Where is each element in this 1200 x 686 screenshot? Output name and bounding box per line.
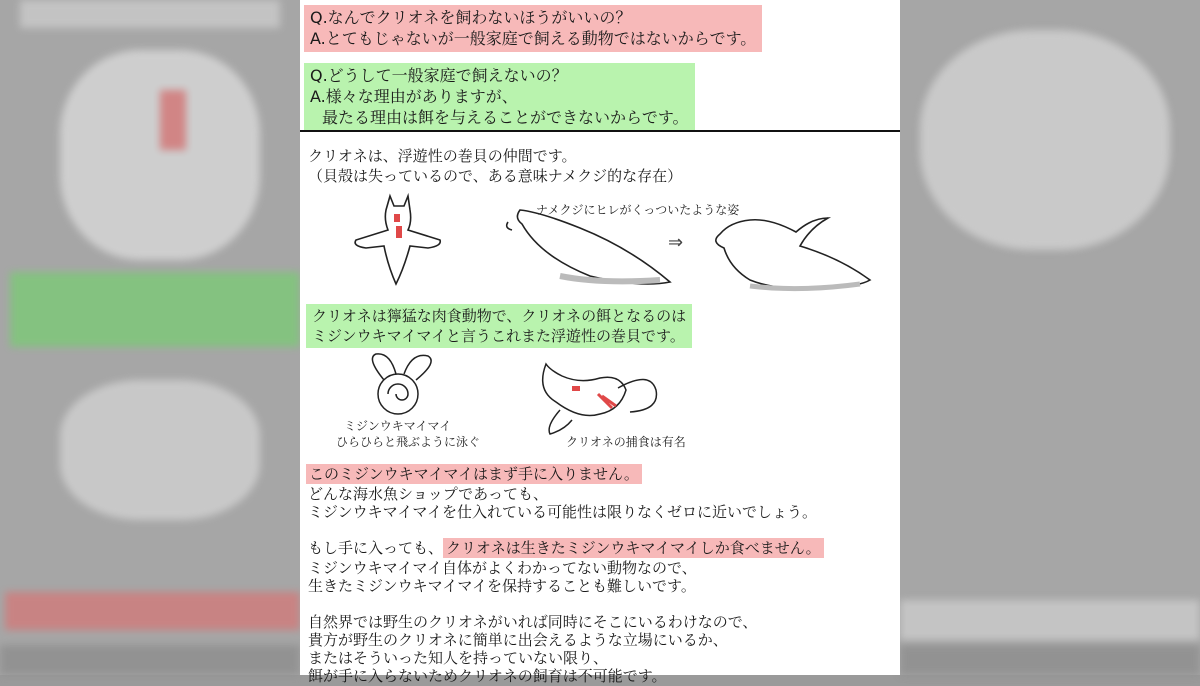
predator-highlight [306, 304, 692, 348]
arrow-icon: ⇒ [668, 232, 684, 253]
slug-sketch [507, 210, 670, 284]
intro-line-2: （貝殻は失っているので、ある意味ナメクジ的な存在） [308, 167, 683, 185]
section-divider [300, 130, 900, 132]
slug-caption: ナメクジにヒレがくっついたような姿 [536, 203, 740, 217]
question-2: Q.どうして一般家庭で飼えないの？ [310, 66, 568, 85]
predator-block [306, 304, 692, 348]
question-1: Q.なんでクリオネを飼わないほうがいいの？ [310, 8, 632, 27]
body-line-4: ミジンウキマイマイ自体がよくわかってない動物なので、 [308, 559, 697, 577]
body-line-5: 生きたミジンウキマイマイを保持することも難しいです。 [308, 577, 696, 595]
body-line-8: またはそういった知人を持っていない限り、 [308, 649, 609, 667]
predation-red-mark [598, 394, 616, 408]
body-line-9: 餌が手に入らないためクリオネの飼育は不可能です。 [308, 667, 667, 685]
intro-line-1: クリオネは、浮遊性の巻貝の仲間です。 [308, 147, 577, 165]
answer-2-line1: A.様々な理由がありますが、 [310, 87, 518, 107]
predator-line-1: クリオネは獰猛な肉食動物で、クリオネの餌となるのは [312, 307, 687, 325]
snail-sublabel: ひらひらと飛ぶように泳ぐ [336, 435, 481, 449]
predator-line-2: ミジンウキマイマイと言うこれまた浮遊性の巻貝です。 [312, 327, 685, 345]
qa-highlight-green [304, 63, 695, 131]
blurred-background-left [0, 0, 300, 675]
predation-sketch [543, 364, 657, 434]
snail-label: ミジンウキマイマイ [344, 419, 452, 433]
clione-red-organ [394, 214, 400, 222]
answer-2-line2: 最たる理由は餌を与えることができないからです。 [322, 108, 689, 128]
body-highlight-1-wrap [306, 464, 642, 484]
predation-label: クリオネの捕食は有名 [566, 435, 686, 449]
body-line-1: どんな海水魚ショップであっても、 [308, 485, 549, 503]
snail-sketch [372, 354, 431, 414]
body-line-3-prefix: もし手に入っても、 [308, 539, 444, 557]
body-line-6: 自然界では野生のクリオネがいれば同時にそこにいるわけなので、 [308, 613, 758, 631]
qa-block-1 [304, 5, 762, 52]
blurred-background-right [900, 0, 1200, 675]
qa-block-2 [304, 63, 695, 131]
body-line-2: ミジンウキマイマイを仕入れている可能性は限りなくゼロに近いでしょう。 [308, 503, 818, 521]
body-line-3 [308, 538, 824, 558]
qa-highlight-pink [304, 5, 762, 52]
article-page [300, 0, 900, 685]
body-highlight-1: このミジンウキマイマイはまず手に入りません。 [306, 464, 642, 484]
body-line-7: 貴方が野生のクリオネに簡単に出会えるような立場にいるか、 [308, 631, 728, 649]
answer-1: A.とてもじゃないが一般家庭で飼える動物ではないからです。 [310, 29, 757, 49]
clione-sketches [300, 188, 900, 303]
body-highlight-2: クリオネは生きたミジンウキマイマイしか食べません。 [443, 538, 824, 558]
clione-side-sketch [716, 218, 870, 289]
clione-front-sketch [355, 196, 440, 284]
